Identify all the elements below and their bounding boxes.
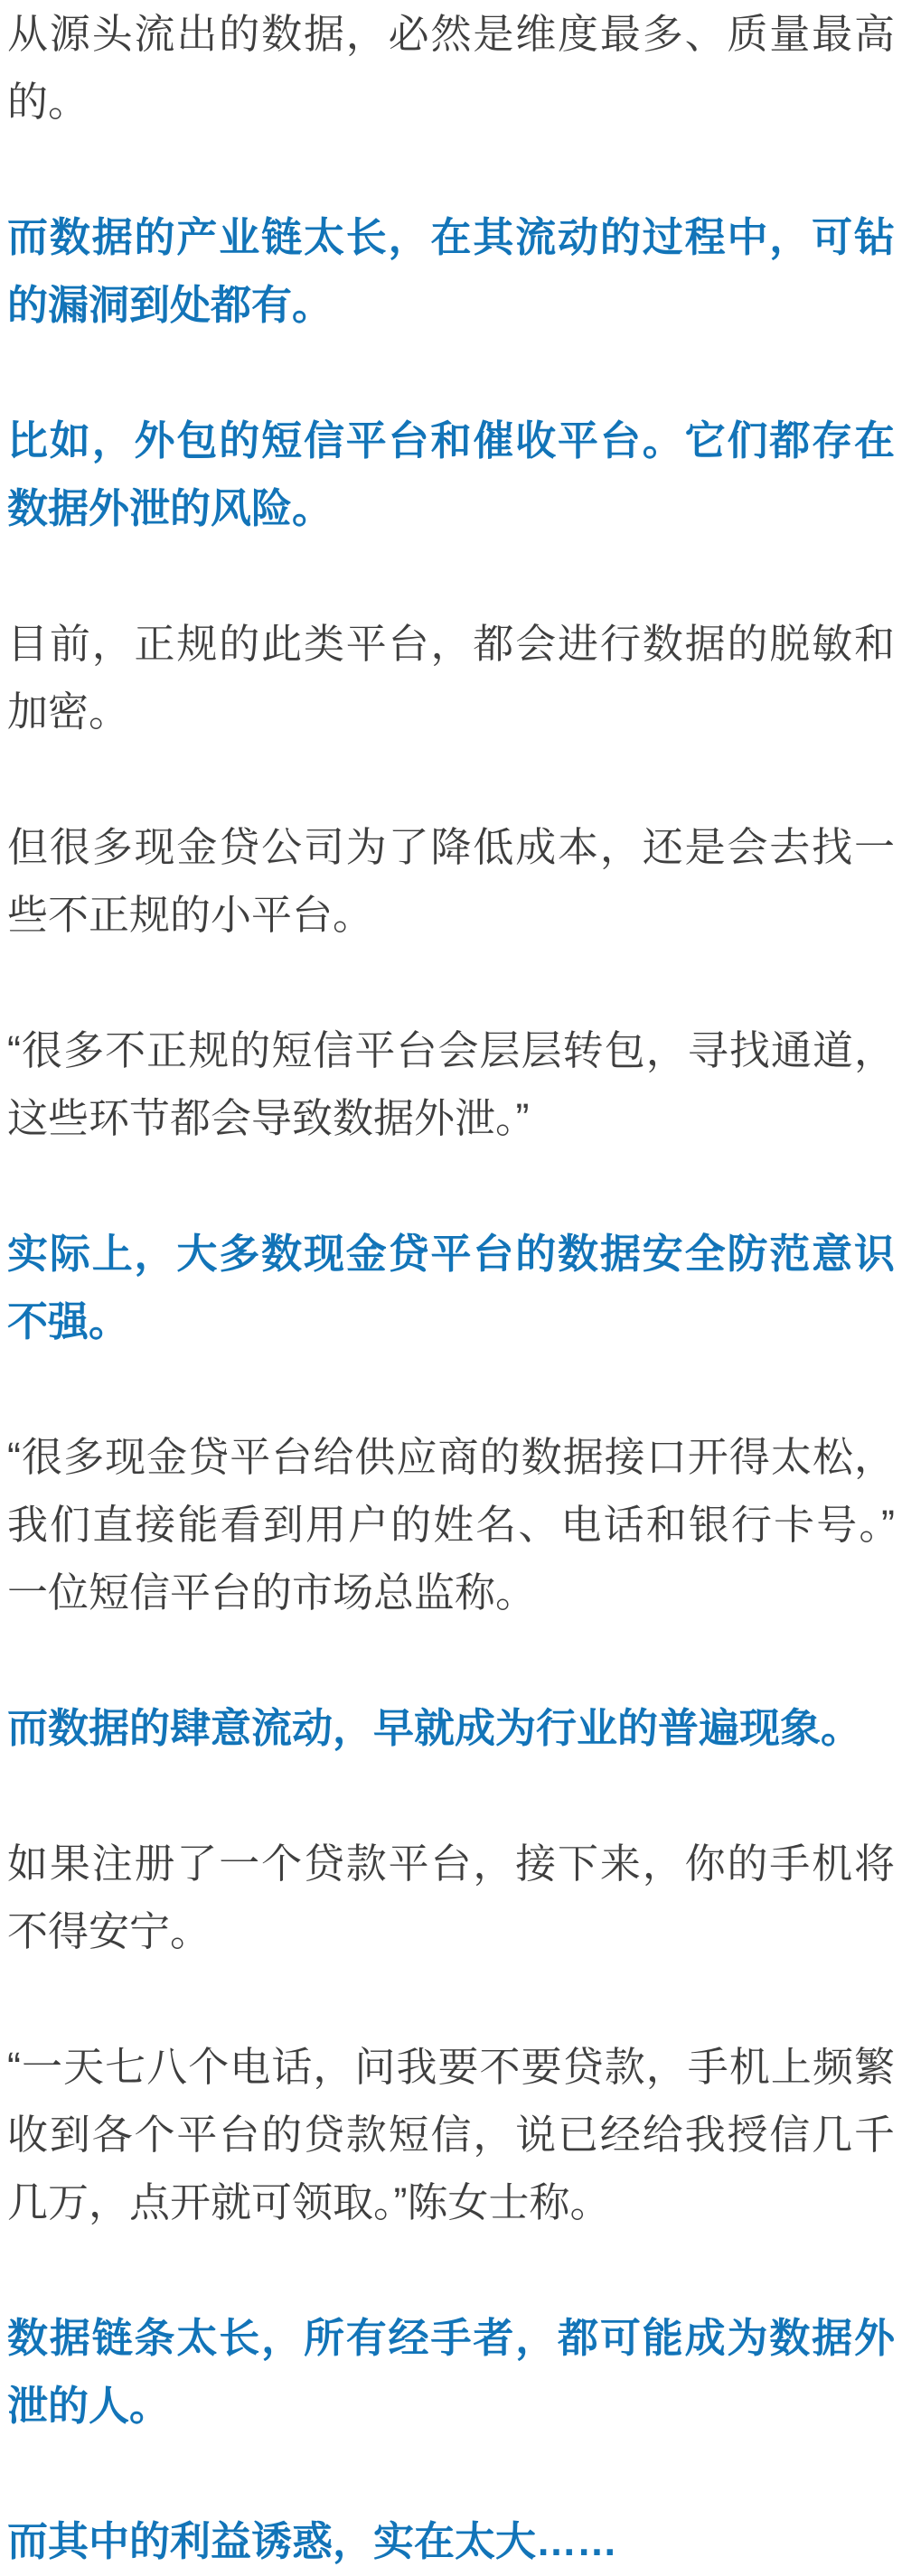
paragraph-quote: “一天七八个电话，问我要不要贷款，手机上频繁收到各个平台的贷款短信，说已经给我授信几千几万，点开就可领取。”陈女士称。 [7, 2044, 895, 2225]
paragraph: 目前，正规的此类平台，都会进行数据的脱敏和加密。 [7, 621, 895, 735]
paragraph-quote: “很多不正规的短信平台会层层转包，寻找通道，这些环节都会导致数据外泄。” [7, 1027, 895, 1141]
paragraph-emphasis: 而数据的肆意流动，早就成为行业的普遍现象。 [7, 1705, 862, 1751]
paragraph: 从源头流出的数据，必然是维度最多、质量最高的。 [7, 11, 895, 125]
paragraph-emphasis: 而其中的利益诱惑，实在太大…… [7, 2518, 618, 2564]
paragraph-quote: “很多现金贷平台给供应商的数据接口开得太松，我们直接能看到用户的姓名、电话和银行卡号。”一位短信平台的市场总监称。 [7, 1434, 895, 1616]
paragraph: 如果注册了一个贷款平台，接下来，你的手机将不得安宁。 [7, 1841, 895, 1954]
paragraph-emphasis: 而数据的产业链太长，在其流动的过程中，可钻的漏洞到处都有。 [7, 214, 895, 328]
paragraph-emphasis: 实际上，大多数现金贷平台的数据安全防范意识不强。 [7, 1231, 895, 1344]
paragraph: 但很多现金贷公司为了降低成本，还是会去找一些不正规的小平台。 [7, 824, 895, 938]
paragraph-emphasis: 数据链条太长，所有经手者，都可能成为数据外泄的人。 [7, 2315, 895, 2429]
paragraph-emphasis: 比如，外包的短信平台和催收平台。它们都存在数据外泄的风险。 [7, 417, 895, 531]
